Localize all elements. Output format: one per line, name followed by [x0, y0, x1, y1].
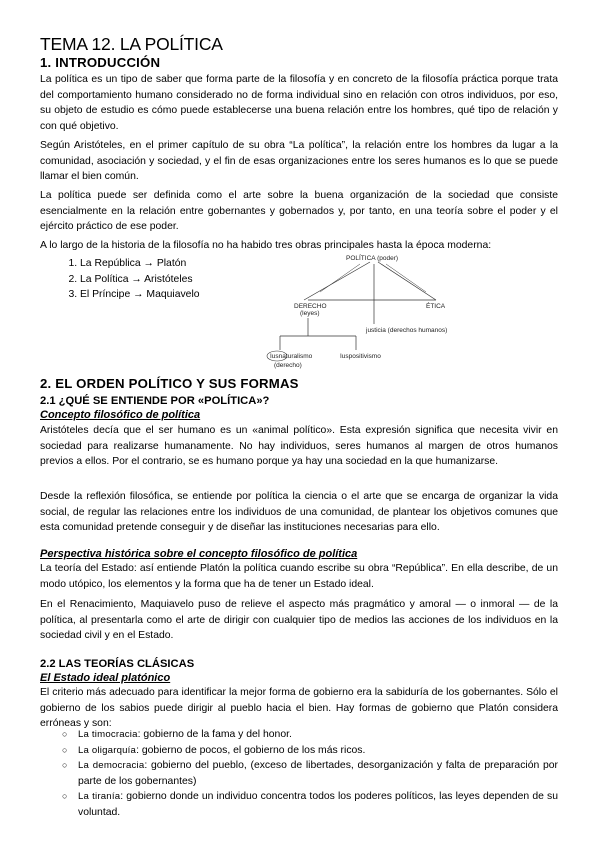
works-list-item: 2. La Política → Aristóteles [80, 272, 200, 288]
diagram-node-iuspositivismo: Iuspositivismo [340, 353, 381, 360]
paragraph-concepto-2: Desde la reflexión filosófica, se entiende por política la ciencia o el arte que se encarga de organizar la vida social, de regular las relaciones entre los individuos de una comunidad, de plantear los objetivos comunes que esta comunidad pretende conseguir y de diseñar las instituciones necesarias para ello. [40, 491, 558, 534]
diagram-node-leyes: (leyes) [300, 310, 320, 317]
paragraph-intro-1: La política es un tipo de saber que forma parte de la filosofía y en concreto de la filosofía práctica porque trata del comportamiento humano considerado no de forma individual sino en relación con otros individuos, por eso, su objeto de estudio es cómo puede establecerse una buena relación entre los hombres, qué tipo de relación y con qué objetivo. [40, 74, 558, 132]
diagram-node-etica: ÉTICA [426, 303, 446, 310]
subheading-estado-ideal: El Estado ideal platónico [40, 672, 171, 684]
works-list-item: 3. El Príncipe → Maquiavelo [80, 287, 200, 303]
paragraph-concepto-1: Aristóteles decía que el ser humano es un «animal político». Esta expresión significa que necesita vivir en sociedad para realizarse humanamente. No hay individuos, seres humanos al margen de otros humanos previos a ellos. Por el contrario, se es humano porque ya hay una sociedad en la que humanizarse. [40, 425, 558, 468]
form-term: La timocracia [78, 729, 138, 740]
list-item [62, 727, 558, 743]
diagram-edge [304, 262, 370, 300]
list-item [62, 743, 558, 759]
diagram-edge [320, 264, 360, 292]
diagram-node-justicia: justicia (derechos humanos) [366, 327, 448, 334]
subsection-heading-2-1: 2.1 ¿QUÉ SE ENTIENDE POR «POLÍTICA»? [40, 395, 270, 407]
diagram-edge [378, 262, 436, 300]
form-description: : gobierno de pocos, el gobierno de los más ricos. [136, 744, 366, 756]
form-term: La democracia [78, 760, 145, 772]
works-list-item: 1. La República → Platón [80, 256, 200, 272]
subheading-concepto: Concepto filosófico de política [40, 409, 201, 421]
subheading-perspectiva: Perspectiva histórica sobre el concepto filosófico de política [40, 548, 358, 560]
page-title: TEMA 12. LA POLÍTICA [40, 34, 223, 54]
section-heading-introduccion: 1. INTRODUCCIÓN [40, 55, 161, 70]
form-term: La oligarquía [78, 744, 137, 756]
diagram-node-politica: POLÍTICA (poder) [346, 255, 399, 262]
paragraph-estado-ideal: El criterio más adecuado para identificar la mejor forma de gobierno era la sabiduría de los gobernantes. Sólo el gobierno de los sabios puede dirigir al pueblo hacia el bien. Hay formas de gobierno que Platón considera erróneas y son: [40, 687, 558, 730]
works-list [62, 256, 200, 303]
government-forms-list [62, 727, 558, 821]
diagram-node-iusnaturalismo: Iusnaturalismo [270, 353, 313, 360]
paragraph-perspectiva-1: La teoría del Estado: así entiende Platón la política cuando escribe su obra “República”. En ella describe, de un modo utópico, los elementos y la forma que ha de tener un Estado ideal. [40, 563, 558, 590]
form-term: La tiranía [78, 791, 121, 803]
diagram-edge [386, 264, 426, 292]
list-item [62, 758, 558, 789]
form-description: : gobierno donde un individuo concentra todos los poderes políticos, las leyes dependen de su voluntad. [78, 791, 558, 818]
paragraph-intro-3: La política puede ser definida como el arte sobre la buena organización de la sociedad que consiste esencialmente en la relación entre gobernantes y gobernados y, por tanto, en una teoría sobre el poder y el ejército práctico de ese poder. [40, 190, 558, 233]
form-description: : gobierno del pueblo, (exceso de libertades, desorganización y falta de preparación por parte de los gobernantes) [78, 760, 559, 787]
form-description: : gobierno de la fama y del honor. [137, 729, 292, 740]
list-item [62, 789, 558, 820]
subsection-heading-2-2: 2.2 LAS TEORÍAS CLÁSICAS [40, 658, 195, 670]
diagram-node-derecho: DERECHO [294, 303, 327, 310]
section-heading-orden-politico: 2. EL ORDEN POLÍTICO Y SUS FORMAS [40, 376, 299, 391]
paragraph-intro-2: Según Aristóteles, en el primer capítulo de su obra “La política”, la relación entre los hombres da lugar a la comunidad, asociación y sociedad, y el fin de esas organizaciones entre los seres humanos es lo que se puede llamar el bien común. [40, 140, 558, 183]
paragraph-perspectiva-2: En el Renacimiento, Maquiavelo puso de relieve el aspecto más pragmático y amoral — o inmoral — de la política, al presentarla como el arte de dirigir con cualquier tipo de medios las acciones de los individuos en la sociedad civil y en el Estado. [40, 599, 558, 642]
politics-diagram [260, 252, 500, 372]
diagram-node-derecho-sub: (derecho) [274, 362, 302, 369]
works-intro: A lo largo de la historia de la filosofía no ha habido tres obras principales hasta la época moderna: [40, 240, 492, 251]
